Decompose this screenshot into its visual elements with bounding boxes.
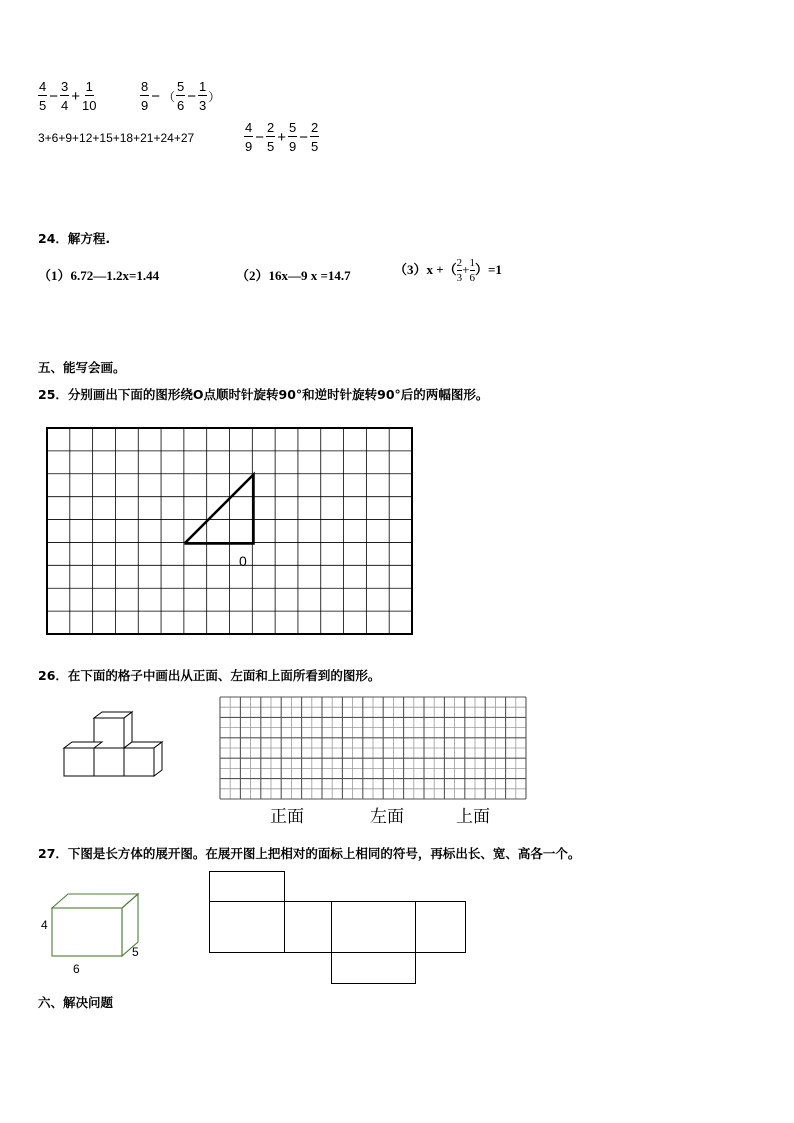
length-label: 6 (73, 962, 80, 976)
fraction: $\frac{4}{9}$ (245, 120, 253, 154)
section-5-title: 五、能写会画。 (38, 360, 126, 375)
fraction: $\frac{5}{9}$ (289, 120, 297, 154)
section-6-title: 六、解决问题 (38, 995, 114, 1010)
point-o-label: 0 (239, 553, 247, 569)
equation-3: （3）x +（ $\frac{2}{3}$ + $\frac{1}{6}$ ）=1 (394, 257, 502, 284)
calc-expression-2: $\frac{8}{9}$ − （ $\frac{5}{6}$ − $\frac{1}{3}$ ） (141, 79, 221, 113)
fraction: $\frac{8}{9}$ (141, 79, 149, 113)
cuboid-figure (38, 888, 148, 978)
fraction: $\frac{2}{5}$ (267, 120, 275, 154)
fraction: $\frac{1}{3}$ (199, 79, 207, 113)
calc-expression-1: $\frac{4}{5}$ − $\frac{3}{4}$ + $\frac{1}{10}$ (39, 79, 97, 113)
fraction: $\frac{1}{6}$ (469, 257, 476, 284)
top-view-label: 上面 (456, 807, 490, 827)
fraction: $\frac{4}{5}$ (39, 79, 47, 113)
calc-sequence-sum: 3+6+9+12+15+18+21+24+27 (38, 131, 195, 145)
fraction: $\frac{3}{4}$ (61, 79, 69, 113)
question-26-title: 26．在下面的格子中画出从正面、左面和上面所看到的图形。 (38, 668, 381, 683)
net-face-3[interactable] (332, 902, 416, 953)
question-24-title: 24．解方程. (38, 231, 111, 246)
question-25-title: 25．分别画出下面的图形绕O点顺时针旋转90°和逆时针旋转90°后的两幅图形。 (38, 387, 489, 402)
calc-expression-3: $\frac{4}{9}$ − $\frac{2}{5}$ + $\frac{5}{9}$ − $\frac{2}{5}$ (245, 120, 319, 154)
net-face-bottom[interactable] (332, 953, 416, 984)
height-label: 4 (41, 918, 48, 932)
net-face-top[interactable] (210, 872, 285, 902)
width-label: 5 (132, 945, 139, 959)
fraction: $\frac{5}{6}$ (177, 79, 185, 113)
cube-stack-figure (62, 710, 166, 780)
net-face-4[interactable] (416, 902, 466, 953)
rotation-grid[interactable] (46, 427, 414, 637)
fraction: $\frac{1}{10}$ (82, 79, 97, 113)
net-face-1[interactable] (210, 902, 285, 953)
views-drawing-grid[interactable] (219, 696, 527, 800)
net-face-2[interactable] (285, 902, 332, 953)
right-triangle-shape (185, 475, 254, 544)
cuboid-net-diagram[interactable] (206, 868, 470, 988)
fraction: $\frac{2}{3}$ (456, 257, 463, 284)
question-27-title: 27．下图是长方体的展开图。在展开图上把相对的面标上相同的符号，再标出长、宽、高各一个。 (38, 846, 581, 861)
left-view-label: 左面 (370, 807, 404, 827)
equation-1: （1）6.72—1.2x=1.44 (38, 268, 160, 283)
equation-2: （2）16x—9 x =14.7 (236, 268, 351, 283)
fraction: $\frac{2}{5}$ (311, 120, 319, 154)
front-view-label: 正面 (270, 807, 304, 827)
